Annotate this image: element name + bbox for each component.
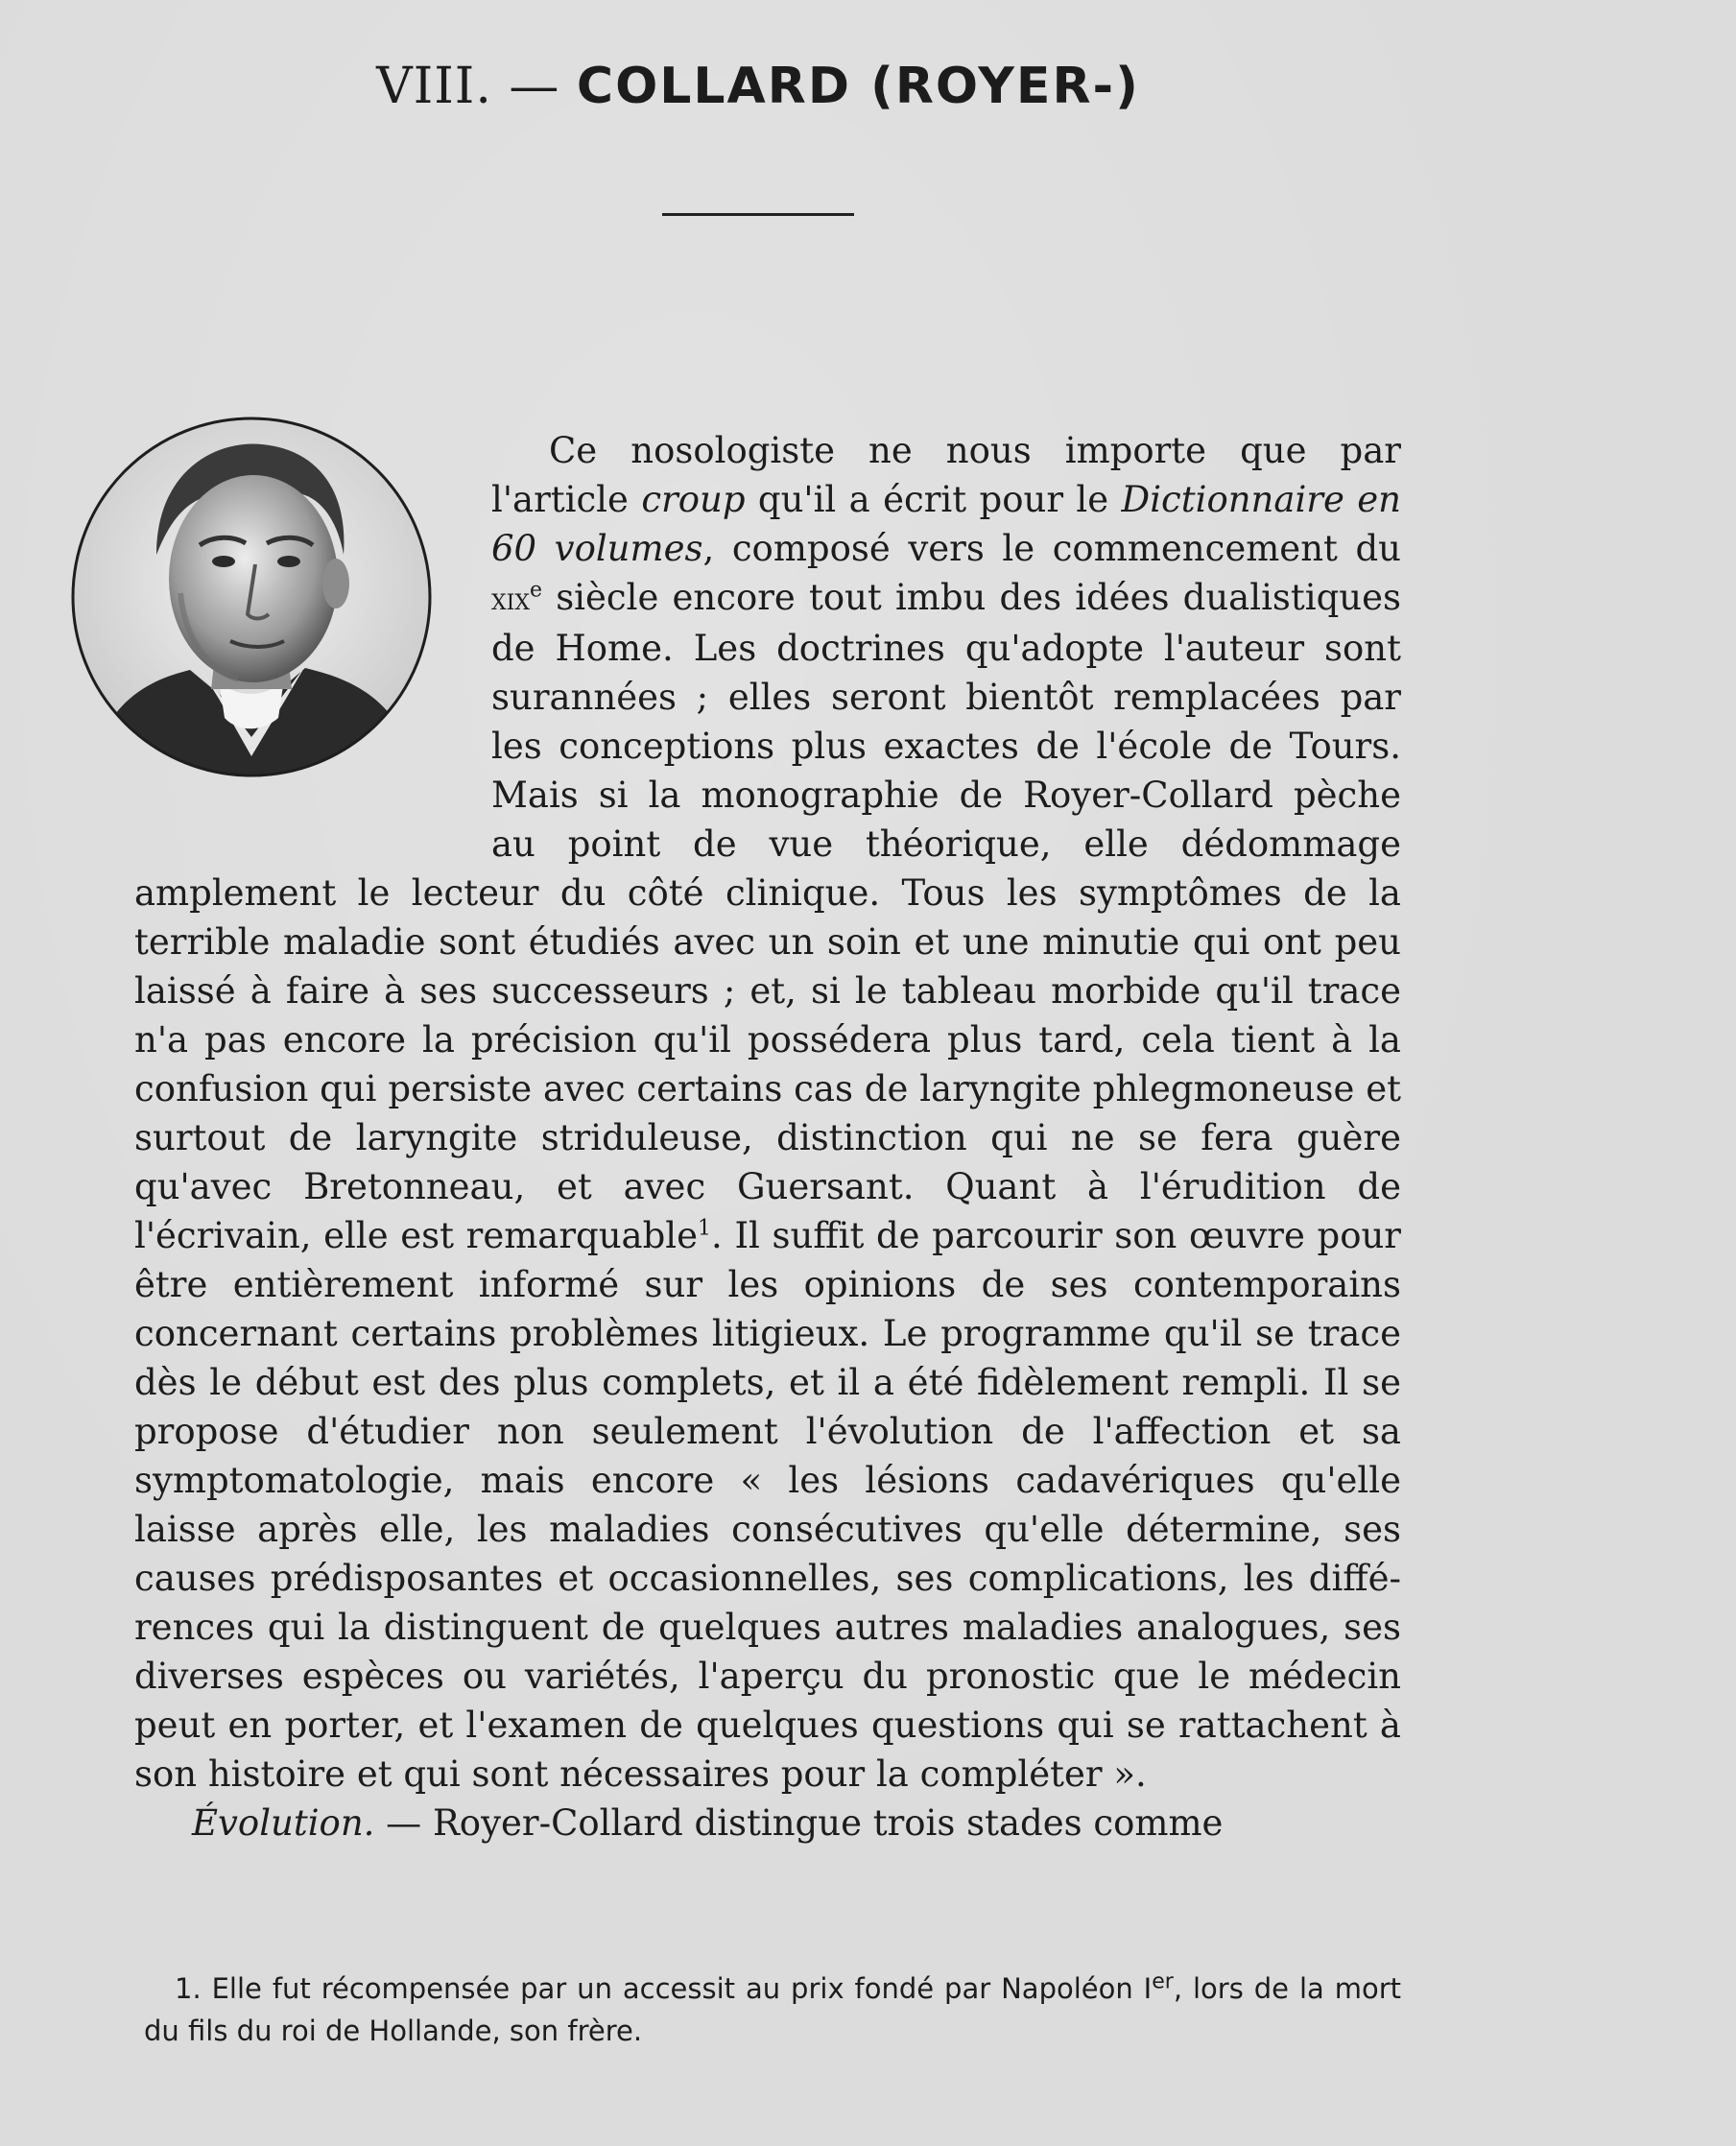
text-run: Elle fut récompensée par un accessit au prix fondé par Napoléon I xyxy=(201,1972,1153,2005)
chapter-number: VIII. xyxy=(376,58,492,115)
century-numeral: xix xyxy=(491,581,531,617)
body-text xyxy=(134,426,1401,1848)
text-run: Ce nosologiste ne nous importe que par l'article xyxy=(491,430,1401,520)
text-run: . Il suffit de parcourir son œuvre pour être entièrement informé sur les opinions de ses contemporains concernant certains problèmes litigieux. Le programme qu'il se trace dès le début est des plus complets, et il a été fidèlement rempli. Il se propose d'étudier non seulement l'évolution de l'affection et sa symptomatologie, mais encore « les lésions cadavériques qu'elle laisse après elle, les maladies consécutives qu'elle détermine, ses causes prédisposantes et occasionnelles, ses complications, les différences qui la distinguent de quelques autres maladies analogues, ses diverses espèces ou variétés, l'aperçu du pronostic que le médecin peut en porter, et l'examen de quelques questions qui se rattachent à son histoire et qui sont nécessaires pour la compléter ». xyxy=(134,1215,1401,1795)
text-run: , lors de la mort du fils du roi de Hollande, son frère. xyxy=(144,1972,1401,2047)
superscript: e xyxy=(530,578,543,603)
text-run: qu'il a écrit pour le xyxy=(745,479,1122,520)
italic-title: Dictionnaire en 60 volumes xyxy=(491,479,1401,569)
superscript: er xyxy=(1152,1969,1174,1994)
chapter-title: COLLARD (ROYER-) xyxy=(576,58,1140,115)
footnote-number: 1. xyxy=(175,1972,202,2005)
heading-rule xyxy=(662,213,854,216)
heading-dash: — xyxy=(509,58,560,115)
portrait-wrap-space xyxy=(134,426,491,822)
footnote xyxy=(144,1967,1401,2052)
text-run: , composé vers le commencement du xyxy=(702,528,1401,569)
italic-term: croup xyxy=(641,479,746,520)
footnote-text xyxy=(144,1967,1401,2052)
paragraph xyxy=(134,1799,1401,1848)
footnote-ref: 1 xyxy=(698,1216,712,1241)
text-run: — Royer-Collard distingue trois stades comme xyxy=(374,1802,1224,1844)
chapter-heading xyxy=(0,58,1516,115)
section-label: Évolution. xyxy=(192,1802,375,1844)
text-run: siècle encore tout imbu des idées dualistiques de Home. Les doctrines qu'adopte l'auteur sont surannées ; elles seront bientôt remplacées par les conceptions plus exactes de l'école de Tours. Mais si la monographie de Royer-Collard pèche au point de vue théorique, elle dédommage amplement le lecteur du côté clinique. Tous les symptômes de la terrible maladie sont étudiés avec un soin et une minutie qui ont peu laissé à faire à ses successeurs ; et, si le tableau morbide qu'il trace n'a pas encore la précision qu'il possédera plus tard, cela tient à la confusion qui persiste avec certains cas de laryngite phlegmoneuse et surtout de laryngite striduleuse, distinction qui ne se fera guère qu'avec Bretonneau, et avec Guersant. Quant à l'érudition de l'écrivain, elle est remarquable xyxy=(134,577,1401,1256)
